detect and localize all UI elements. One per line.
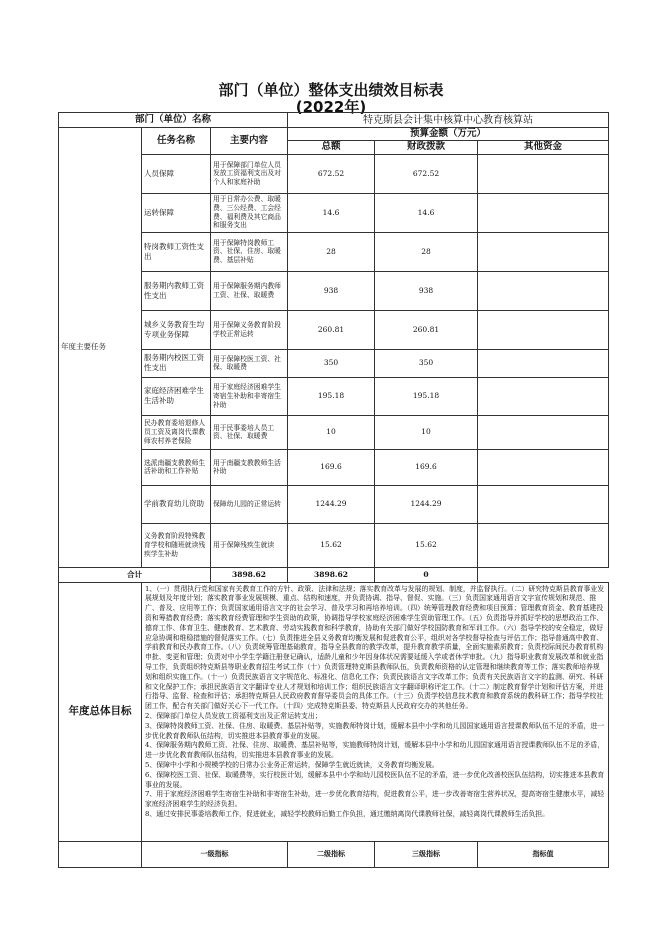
header-task: 任务名称 <box>142 128 211 155</box>
task-content: 用于家庭经济困难学生寄宿生补助和非寄宿生补助 <box>211 377 288 415</box>
task-other <box>478 310 609 349</box>
goal-item: 2、保障部门单位人员发放工资福利支出及正常运转支出； <box>145 712 322 721</box>
task-total: 14.6 <box>288 193 375 232</box>
table-row <box>59 349 609 377</box>
task-fiscal: 169.6 <box>375 449 478 485</box>
performance-table <box>58 112 609 868</box>
goal-item: 4、保障服务期内教师工资、社保、住房、取暖费、基层补贴等，实施教师特岗计划，缓解本县中小学和幼儿园国家通用语言授课教师队伍不足的矛盾，进一步优化教育教师队伍结构，切实推进本县教育事业的发展。 <box>145 741 605 760</box>
indicator-l2: 二级指标 <box>288 841 375 867</box>
sum-other: 0 <box>375 567 478 582</box>
sum-label: 合计 <box>59 567 211 582</box>
task-name: 城乡义务教育生均专项业务保障 <box>142 310 211 349</box>
task-content: 用于日常办公费、取暖费、三公经费、工会经费、福利费及其它商品和服务支出 <box>211 193 288 232</box>
table-row <box>59 523 609 567</box>
section-goals: 年度总体目标 <box>59 582 142 841</box>
page-year: (2022年) <box>295 98 367 116</box>
table-row <box>59 232 609 271</box>
task-other <box>478 523 609 567</box>
sum-row <box>59 567 609 582</box>
table-row <box>59 271 609 310</box>
sum-total: 3898.62 <box>211 567 288 582</box>
task-content: 用于保障校医工资、社保、取暖费 <box>211 349 288 377</box>
task-name: 人员保障 <box>142 154 211 193</box>
task-content: 用于保障义务教育阶段学校正常运转 <box>211 310 288 349</box>
indicator-value: 指标值 <box>478 841 609 867</box>
task-name: 服务期内校医工资性支出 <box>142 349 211 377</box>
table-row <box>59 154 609 193</box>
task-content: 用于保障服务期内教师工资、社保、取暖费 <box>211 271 288 310</box>
task-total: 350 <box>288 349 375 377</box>
task-fiscal: 10 <box>375 415 478 449</box>
task-fiscal: 15.62 <box>375 523 478 567</box>
task-fiscal: 195.18 <box>375 377 478 415</box>
task-name: 服务期内教师工资性支出 <box>142 271 211 310</box>
task-name: 家庭经济困难学生生活补助 <box>142 377 211 415</box>
table-row <box>59 415 609 449</box>
task-content: 用于保障残疾生就读 <box>211 523 288 567</box>
header-other: 其他资金 <box>478 141 609 154</box>
goal-item: 3、保障特岗教师工资、社保、住房、取暖费、基层补贴等，实施教师特岗计划，缓解本县中小学和幼儿园国家通用语言授课教师队伍不足的矛盾，进一步优化教育教师队伍结构，切实推进本县教育事业的发展。 <box>145 721 605 740</box>
indicator-l1: 一级指标 <box>142 841 288 867</box>
goal-item: 7、用于家庭经济困难学生寄宿生补助和非寄宿生补助，进一步优化教育结构，促进教育公平，进一步改善寄宿生营养状况，提高寄宿生健康水平，减轻家庭经济困难学生的经济负担。 <box>145 790 605 809</box>
goal-item: 5、保障中小学和小规模学校的日常办公业务正常运转，保障学生就近就读，义务教育均衡发展。 <box>145 761 439 770</box>
header-total: 总额 <box>288 141 375 154</box>
task-fiscal: 260.81 <box>375 310 478 349</box>
task-total: 195.18 <box>288 377 375 415</box>
task-fiscal: 1244.29 <box>375 485 478 523</box>
task-other <box>478 415 609 449</box>
task-name: 选派南疆支教教师生活补助和工作补贴 <box>142 449 211 485</box>
task-name: 义务教育阶段特殊教育学校和随班就读残疾学生补助 <box>142 523 211 567</box>
table-row <box>59 449 609 485</box>
task-fiscal: 28 <box>375 232 478 271</box>
task-fiscal: 14.6 <box>375 193 478 232</box>
page-title: 部门（单位）整体支出绩效目标表 <box>218 81 444 99</box>
task-name: 民办教育委培退修人员工资及离岗代课教师农村养老保险 <box>142 415 211 449</box>
task-name: 运转保障 <box>142 193 211 232</box>
task-total: 28 <box>288 232 375 271</box>
task-total: 169.6 <box>288 449 375 485</box>
task-other <box>478 232 609 271</box>
section-tasks: 年度主要任务 <box>59 128 142 568</box>
table-row <box>59 485 609 523</box>
task-name: 学前教育幼儿资助 <box>142 485 211 523</box>
task-other <box>478 193 609 232</box>
goal-item: 8、通过安排民事委培教师工作，促进就业，减轻学校教师后勤工作负担，通过缴纳离岗代课教师社保，减轻离岗代课教师生活负担。 <box>145 810 550 819</box>
task-total: 15.62 <box>288 523 375 567</box>
header-content: 主要内容 <box>211 128 288 155</box>
dept-name: 特克斯县会计集中核算中心教育核算站 <box>288 113 609 128</box>
header-fiscal: 财政拨款 <box>375 141 478 154</box>
task-fiscal: 938 <box>375 271 478 310</box>
task-other <box>478 377 609 415</box>
task-total: 10 <box>288 415 375 449</box>
task-content: 保障幼儿园的正常运转 <box>211 485 288 523</box>
task-fiscal: 672.52 <box>375 154 478 193</box>
indicator-l3: 三级指标 <box>375 841 478 867</box>
task-total: 1244.29 <box>288 485 375 523</box>
table-row <box>59 377 609 415</box>
task-other <box>478 449 609 485</box>
task-other <box>478 349 609 377</box>
task-total: 938 <box>288 271 375 310</box>
goal-item: 6、保障校医工资、社保、取暖费等，实行校医计划，缓解本县中小学和幼儿园校医队伍不足的矛盾，进一步优化改善校医队伍结构，切实推进本县教育事业的发展。 <box>145 770 605 789</box>
goals-text <box>142 582 609 841</box>
header-budget: 预算金额（万元） <box>288 128 609 141</box>
indicator-spacer <box>59 841 142 867</box>
task-total: 260.81 <box>288 310 375 349</box>
table-row <box>59 193 609 232</box>
task-other <box>478 154 609 193</box>
task-content: 用于南疆支教教师生活补助 <box>211 449 288 485</box>
task-fiscal: 350 <box>375 349 478 377</box>
sum-fiscal: 3898.62 <box>288 567 375 582</box>
task-other <box>478 485 609 523</box>
dept-label: 部门（单位）名称 <box>59 113 288 128</box>
task-content: 用于保障部门单位人员发放工资福利支出及对个人和家庭补助 <box>211 154 288 193</box>
task-content: 用于保障特岗教师工资、社保、住房、取暖费、基层补贴 <box>211 232 288 271</box>
goal-item: 1、（一）贯彻执行党和国家有关教育工作的方针、政策、法律和法规；落实教育改革与发展的规划、制度，并监督执行。（二）研究特克斯县教育事业发展规划及年度计划；落实教育事业发展规模、重点、结构和速度，并负责协调、指导、督促、实施。（三）负责国家通用语言文字宣传规划和规范、推广、普及、应用等工作；负责国家通用语言文字的社会学习、普及学习和再培养培训。（四）统筹管理教育经费和项目预算；管理教育资金、教育基建投资和筹措教育经费；落实教育经费管理和学生资助的政策，协调指导学校家庭经济困难学生资助管理工作。（五）负责指导并抓好学校的思想政治工作、德育工作、体育卫生、健康教育、艺术教育、劳动实践教育和科学教育，协助有关部门做好学校国防教育和军训工作。（六）指导学校的安全稳定，做好应急协调和维稳措施的督促落实工作。（七）负责推进全县义务教育均衡发展和促进教育公平，组织对各学校督导检查与评估工作；指导普通高中教育、学前教育和民办教育工作。（八）负责统筹管理基础教育，指导全县教育的教学改革，提升教育教学质量，全面实施素质教育；负责校际间民办教育机构申批、变更和管理；负责对中小学生学籍注册登记确认，适龄儿童和少年因身体状况需要延缓入学或者休学审批。（九）指导职业教育发展改革和就业指导工作，负责组织特克斯县等职业教育招生考试工作（十）负责管理特克斯县教师队伍，负责教师资格的认定管理和继续教育等工作；落实教师培养规划和组织实施工作。（十一）负责民族语言文字规范化、标准化、信息化工作；负责民族语言文字改革工作；负责有关民族语言文字的监测、研究、科研和文化保护工作；承担民族语言文字翻译专业人才规划和培训工作；组织民族语言文字翻译职称评定工作。（十二）制定教育督学计划和评估方案，并进行指导、监督、检查和评估；承担特克斯县人民政府教育督导委员会的具体工作。（十三）负责学校信息技术教育和教育系统的教科研工作；指导学校社团工作，配合有关部门做好关心下一代工作。（十四）完成特克斯县委、特克斯县人民政府交办的其他任务。 <box>145 584 605 711</box>
task-other <box>478 271 609 310</box>
table-row <box>59 310 609 349</box>
task-total: 672.52 <box>288 154 375 193</box>
task-content: 用于民事委培人员工资、社保、取暖费 <box>211 415 288 449</box>
task-name: 特岗教师工资性支出 <box>142 232 211 271</box>
